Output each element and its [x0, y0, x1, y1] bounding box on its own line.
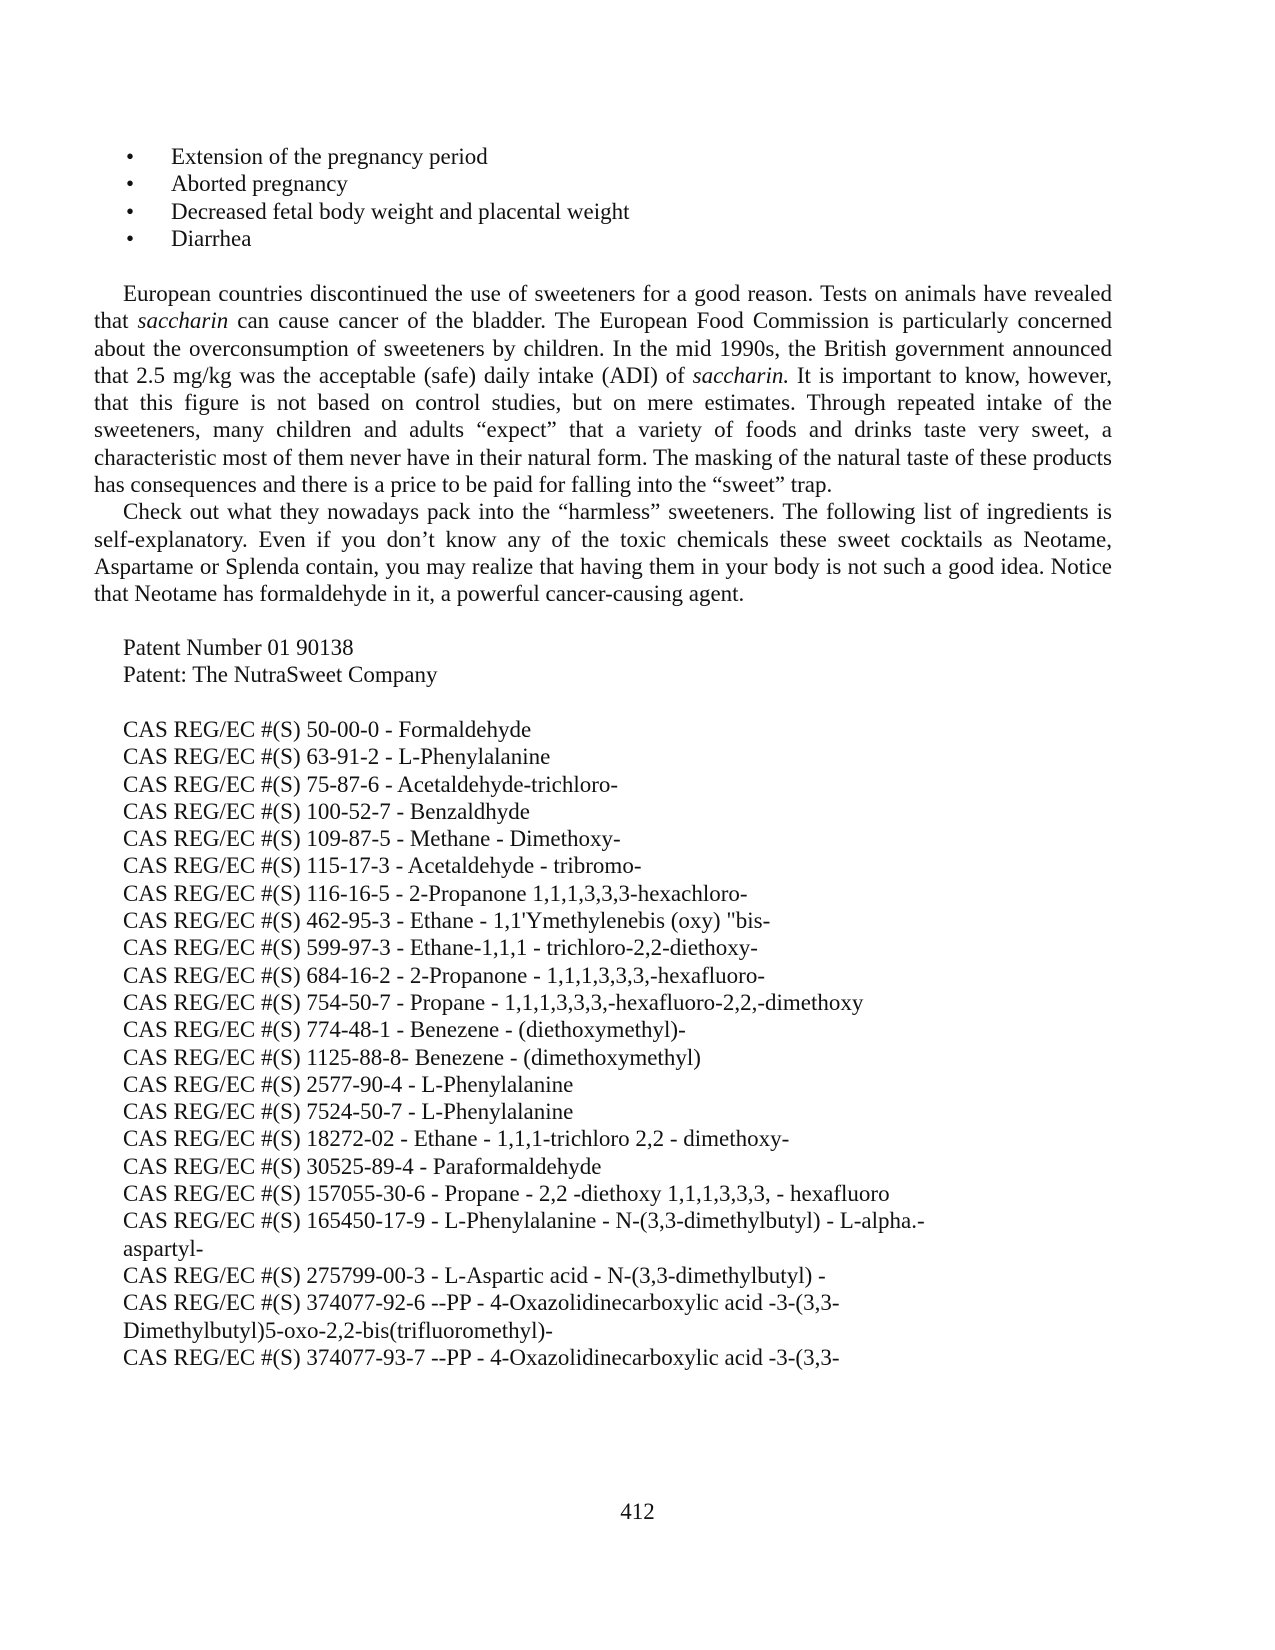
cas-entry: CAS REG/EC #(S) 63-91-2 - L-Phenylalanine: [123, 744, 551, 770]
page-number: 412: [620, 1499, 655, 1524]
patent-company: Patent: The NutraSweet Company: [123, 662, 438, 688]
cas-entry: CAS REG/EC #(S) 165450-17-9 - L-Phenylalanine - N-(3,3-dimethylbutyl) - L-alpha.-aspartyl-: [123, 1208, 925, 1261]
paragraph-ingredients: Check out what they nowadays pack into the “harmless” sweeteners. The following list of ingredients is self-explanatory. Even if you don’t know any of the toxic chemicals these sweet cocktails as Neotame, Aspartame or Splenda contain, you may realize that having them in your body is not such a good idea. Notice that Neotame has formaldehyde in it, a powerful cancer-causing agent.: [94, 499, 1112, 607]
cas-entry: CAS REG/EC #(S) 374077-92-6 --PP - 4-Oxazolidinecarboxylic acid -3-(3,3-Dimethylbutyl)5-oxo-2,2-bis(trifluoromethyl)-: [123, 1290, 840, 1343]
bullet-item: • Aborted pregnancy: [126, 171, 348, 197]
patent-number: Patent Number 01 90138: [123, 635, 354, 660]
cas-entry: CAS REG/EC #(S) 100-52-7 - Benzaldhyde: [123, 798, 530, 824]
italic-term: saccharin: [137, 308, 229, 334]
patent-info: [123, 634, 438, 689]
cas-entry: CAS REG/EC #(S) 599-97-3 - Ethane-1,1,1 - trichloro-2,2-diethoxy-: [123, 935, 758, 961]
bullet-item: • Extension of the pregnancy period: [126, 144, 488, 169]
cas-entry: CAS REG/EC #(S) 374077-93-7 --PP - 4-Oxazolidinecarboxylic acid -3-(3,3-: [123, 1344, 840, 1370]
cas-entry: CAS REG/EC #(S) 109-87-5 - Methane - Dimethoxy-: [123, 826, 621, 852]
cas-list: [123, 716, 983, 1371]
italic-term: saccharin.: [692, 362, 790, 388]
cas-entry: CAS REG/EC #(S) 774-48-1 - Benezene - (diethoxymethyl)-: [123, 1017, 686, 1043]
bullet-item: • Decreased fetal body weight and placental weight: [126, 198, 630, 224]
cas-entry: CAS REG/EC #(S) 7524-50-7 - L-Phenylalanine: [123, 1099, 574, 1125]
body-text: [94, 280, 1112, 608]
cas-entry: CAS REG/EC #(S) 2577-90-4 - L-Phenylalanine: [123, 1071, 574, 1097]
paragraph-sweeteners: European countries discontinued the use of sweeteners for a good reason. Tests on animals have revealed that saccharin can cause cancer of the bladder. The European Food Commission is particularly concerned about the overconsumption of sweeteners by children. In the mid 1990s, the British government announced that 2.5 mg/kg was the acceptable (safe) daily intake (ADI) of saccharin. It is important to know, however, that this figure is not based on control studies, but on mere estimates. Through repeated intake of the sweeteners, many children and adults “expect” that a variety of foods and drinks taste very sweet, a characteristic most of them never have in their natural form. The masking of the natural taste of these products has consequences and there is a price to be paid for falling into the “sweet” trap.: [94, 281, 1113, 498]
cas-entry: CAS REG/EC #(S) 462-95-3 - Ethane - 1,1'Ymethylenebis (oxy) "bis-: [123, 908, 771, 934]
cas-entry: CAS REG/EC #(S) 684-16-2 - 2-Propanone - 1,1,1,3,3,3,-hexafluoro-: [123, 962, 765, 988]
cas-entry: CAS REG/EC #(S) 116-16-5 - 2-Propanone 1,1,1,3,3,3-hexachloro-: [123, 880, 748, 906]
cas-entry: CAS REG/EC #(S) 30525-89-4 - Paraformaldehyde: [123, 1153, 602, 1179]
cas-entry: CAS REG/EC #(S) 754-50-7 - Propane - 1,1,1,3,3,3,-hexafluoro-2,2,-dimethoxy: [123, 989, 864, 1015]
cas-entry: CAS REG/EC #(S) 115-17-3 - Acetaldehyde - tribromo-: [123, 853, 642, 879]
cas-entry: CAS REG/EC #(S) 75-87-6 - Acetaldehyde-trichloro-: [123, 771, 619, 797]
cas-entry: CAS REG/EC #(S) 50-00-0 - Formaldehyde: [123, 717, 532, 742]
cas-entry: CAS REG/EC #(S) 18272-02 - Ethane - 1,1,1-trichloro 2,2 - dimethoxy-: [123, 1126, 790, 1152]
cas-entry: CAS REG/EC #(S) 275799-00-3 - L-Aspartic acid - N-(3,3-dimethylbutyl) -: [123, 1262, 826, 1288]
bullet-list: [94, 143, 1114, 252]
cas-entry: CAS REG/EC #(S) 1125-88-8- Benezene - (dimethoxymethyl): [123, 1044, 701, 1070]
bullet-item: • Diarrhea: [126, 225, 252, 251]
cas-entry: CAS REG/EC #(S) 157055-30-6 - Propane - 2,2 -diethoxy 1,1,1,3,3,3, - hexafluoro: [123, 1181, 890, 1207]
